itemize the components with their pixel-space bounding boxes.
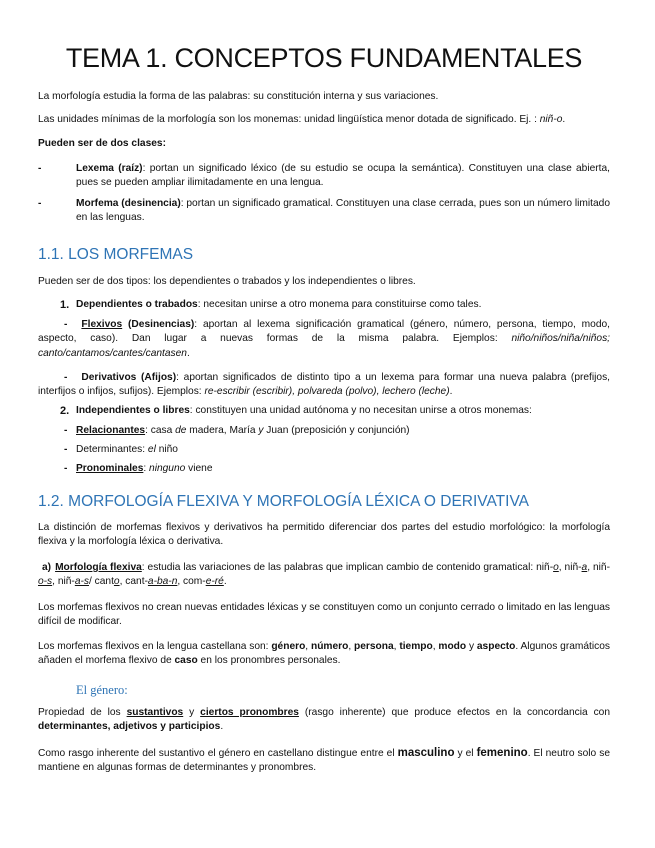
example-list: niñ-o, niñ-a, niñ-o-s, niñ-a-s/ canto, cant-a-ba-n, com-e-ré. xyxy=(38,562,610,588)
bullet-marker: - xyxy=(64,372,68,383)
numbered-item-independientes: 2. Independientes o libres: constituyen una unidad autónoma y no necesitan unirse a otros monemas: xyxy=(38,404,610,418)
bullet-marker: - xyxy=(64,425,68,436)
list-item-relacionantes: - Relacionantes: casa de madera, María y Juan (preposición y conjunción) xyxy=(38,424,610,438)
genero-paragraph-2: Como rasgo inherente del sustantivo el género en castellano distingue entre el masculino y el femenino. El neutro solo se mantiene en algunas formas de determinantes y pronombres. xyxy=(38,747,610,774)
intro-paragraph-1: La morfología estudia la forma de las palabras: su constitución interna y sus variaciones. xyxy=(38,91,439,102)
bullet-marker: - xyxy=(64,444,68,455)
list-item-flexivos: - Flexivos (Desinencias): aportan al lexema significación gramatical (género, número, persona, tiempo, modo, aspecto, caso). Dan lugar a nuevas formas de la misma palabra. Ejemplos: niño/niños/niña/niños; canto/cantamos/cantes/cantasen. xyxy=(38,319,610,359)
page-title: TEMA 1. CONCEPTOS FUNDAMENTALES xyxy=(65,43,583,73)
subsection-heading-genero: El género: xyxy=(76,683,128,697)
section2-paragraph-3: Los morfemas flexivos en la lengua castellana son: género, número, persona, tiempo, modo y aspecto. Algunos gramáticos añaden el morfema flexivo de caso en los pronombres personales. xyxy=(38,641,610,667)
section1-intro: Pueden ser de dos tipos: los dependientes o trabados y los independientes o libres. xyxy=(38,276,416,287)
bullet-marker: - xyxy=(64,463,68,474)
intro-paragraph-2: Las unidades mínimas de la morfología son los monemas: unidad lingüística menor dotada de significado. Ej. : niñ-o. xyxy=(38,114,566,125)
list-number: 2. xyxy=(60,405,70,417)
list-number: 1. xyxy=(60,299,70,311)
intro-paragraph-3: Pueden ser de dos clases: xyxy=(38,138,166,149)
genero-paragraph-1: Propiedad de los sustantivos y ciertos pronombres (rasgo inherente) que produce efectos en la concordancia con determinantes, adjetivos y participios. xyxy=(38,707,610,733)
bullet-marker: - xyxy=(38,163,42,174)
list-item-lexema: - Lexema (raíz): portan un significado léxico (de su estudio se ocupa la semántica). Constituyen una clase abierta, pues se pueden ampliar ilimitadamente en una lengua. xyxy=(38,163,610,189)
section-heading-morfologia: 1.2. MORFOLOGÍA FLEXIVA Y MORFOLOGÍA LÉXICA O DERIVATIVA xyxy=(38,493,529,510)
section2-paragraph-2: Los morfemas flexivos no crean nuevas entidades léxicas y se constituyen como un conjunto cerrado o limitado en las lenguas difícil de modificar. xyxy=(38,602,610,628)
section2-paragraph-1: La distinción de morfemas flexivos y derivativos ha permitido diferenciar dos partes del estudio morfológico: la morfología flexiva y la morfología léxica o derivativa. xyxy=(38,522,610,548)
list-item-derivativos: - Derivativos (Afijos): aportan significados de distinto tipo a un lexema para formar una nueva palabra (prefijos, interfijos o infijos, sufijos). Ejemplos: re-escribir (escribir), polvareda (polvo), lechero (leche). xyxy=(38,372,610,398)
list-item-determinantes: - Determinantes: el niño xyxy=(38,443,610,457)
list-item-morfema: - Morfema (desinencia): portan un significado gramatical. Constituyen una clase cerrada, pues son un número limitado en las lenguas. xyxy=(38,198,610,224)
section-heading-morfemas: 1.1. LOS MORFEMAS xyxy=(38,246,194,263)
bullet-marker: - xyxy=(38,198,42,209)
item-morfologia-flexiva: a) Morfología flexiva: estudia las variaciones de las palabras que implican cambio de contenido gramatical: niñ-o, niñ-a, niñ-o-s, niñ-a-s/ canto, cant-a-ba-n, com-e-ré. xyxy=(38,562,610,588)
numbered-item-dependientes: 1. Dependientes o trabados: necesitan unirse a otro monema para constituirse como tales. xyxy=(38,298,610,312)
list-item-pronominales: - Pronominales: ninguno viene xyxy=(38,462,610,476)
bullet-marker: - xyxy=(64,319,68,330)
